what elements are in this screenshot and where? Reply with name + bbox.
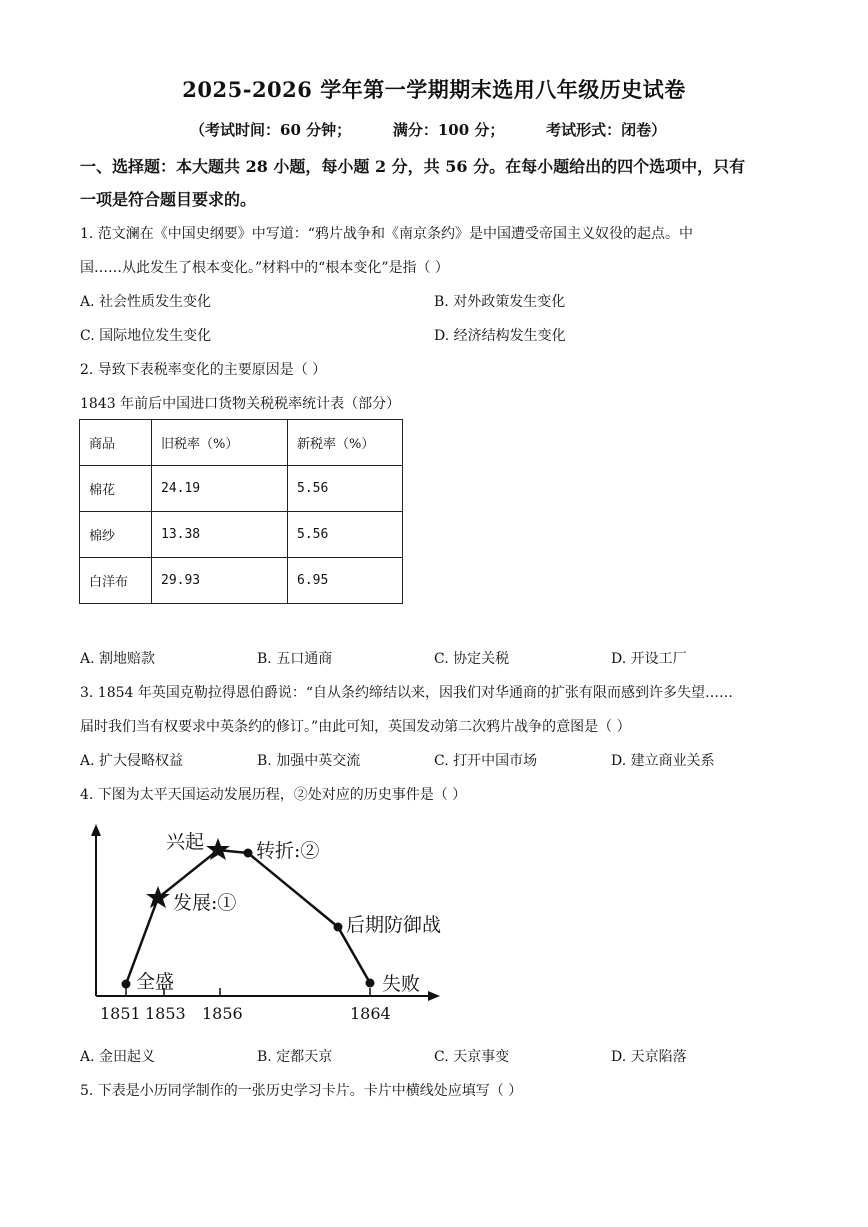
q4-option-c: C. 天京事变	[434, 1049, 510, 1065]
year-label: 1853	[145, 1004, 186, 1023]
q3-option-d: D. 建立商业关系	[611, 753, 715, 769]
y-axis-arrow-icon	[91, 824, 101, 836]
table-cell: 白洋布	[80, 558, 152, 604]
table-header-cell: 旧税率（%）	[152, 420, 288, 466]
table-cell: 29.93	[152, 558, 288, 604]
year-label: 1864	[350, 1004, 391, 1023]
q4-stem: 4. 下图为太平天国运动发展历程，②处对应的历史事件是（ ）	[80, 787, 467, 803]
q2-table-caption: 1843 年前后中国进口货物关税税率统计表（部分）	[80, 396, 401, 412]
q4-option-b: B. 定都天京	[257, 1049, 333, 1065]
point-dot	[334, 923, 343, 932]
section-heading-line1: 一、选择题：本大题共 28 小题，每小题 2 分，共 56 分。在每小题给出的四个选项中，只有	[80, 157, 746, 176]
label-develop: 发展:①	[173, 892, 237, 914]
label-peak: 全盛	[136, 971, 175, 993]
q2-stem: 2. 导致下表税率变化的主要原因是（ ）	[80, 362, 327, 378]
q1-stem-line1: 1. 范文澜在《中国史纲要》中写道：“鸦片战争和《南京条约》是中国遭受帝国主义奴役的起点。中	[80, 226, 693, 242]
table-cell: 13.38	[152, 512, 288, 558]
q3-option-a: A. 扩大侵略权益	[80, 753, 184, 769]
label-rise: 兴起	[166, 831, 205, 853]
q1-option-b: B. 对外政策发生变化	[434, 294, 566, 310]
trend-line	[126, 850, 370, 984]
point-dot	[244, 849, 253, 858]
q5-stem: 5. 下表是小历同学制作的一张历史学习卡片。卡片中横线处应填写（ ）	[80, 1083, 523, 1099]
table-row	[80, 466, 403, 512]
q1-stem-line2: 国……从此发生了根本变化。”材料中的“根本变化”是指（ ）	[80, 260, 449, 276]
q2-option-c: C. 协定关税	[434, 651, 510, 667]
q2-option-b: B. 五口通商	[257, 651, 333, 667]
table-cell: 5.56	[288, 466, 403, 512]
year-label: 1851	[100, 1004, 141, 1023]
table-header-row	[80, 420, 403, 466]
table-row	[80, 558, 403, 604]
q1-option-d: D. 经济结构发生变化	[434, 328, 566, 344]
table-cell: 6.95	[288, 558, 403, 604]
taiping-timeline-diagram	[80, 820, 450, 1030]
tariff-table	[79, 419, 403, 604]
star-icon	[146, 886, 170, 908]
exam-subtitle: （考试时间：60 分钟； 满分：100 分； 考试形式：闭卷）	[190, 121, 667, 139]
q4-option-d: D. 天京陷落	[611, 1049, 687, 1065]
table-header-cell: 新税率（%）	[288, 420, 403, 466]
point-dot	[122, 980, 131, 989]
exam-title: 2025-2026 学年第一学期期末选用八年级历史试卷	[182, 77, 686, 102]
table-cell: 5.56	[288, 512, 403, 558]
table-cell: 24.19	[152, 466, 288, 512]
q1-option-a: A. 社会性质发生变化	[80, 294, 212, 310]
label-turn: 转折:②	[256, 840, 320, 862]
q3-option-c: C. 打开中国市场	[434, 753, 538, 769]
table-row	[80, 512, 403, 558]
section-heading-line2: 一项是符合题目要求的。	[80, 190, 257, 209]
q3-option-b: B. 加强中英交流	[257, 753, 361, 769]
q2-option-d: D. 开设工厂	[611, 651, 687, 667]
label-late: 后期防御战	[346, 914, 442, 936]
year-label: 1856	[202, 1004, 243, 1023]
table-header-cell: 商品	[80, 420, 152, 466]
point-dot	[366, 979, 375, 988]
q3-stem-line1: 3. 1854 年英国克勒拉得恩伯爵说：“自从条约缔结以来，因我们对华通商的扩张有限而感到许多失望……	[80, 685, 734, 701]
q2-option-a: A. 割地赔款	[80, 651, 156, 667]
q1-option-c: C. 国际地位发生变化	[80, 328, 212, 344]
q4-option-a: A. 金田起义	[80, 1049, 156, 1065]
table-cell: 棉花	[80, 466, 152, 512]
x-axis-arrow-icon	[428, 991, 440, 1001]
label-fail: 失败	[382, 973, 421, 995]
table-cell: 棉纱	[80, 512, 152, 558]
q3-stem-line2: 届时我们当有权要求中英条约的修订。”由此可知，英国发动第二次鸦片战争的意图是（ ）	[80, 719, 631, 735]
